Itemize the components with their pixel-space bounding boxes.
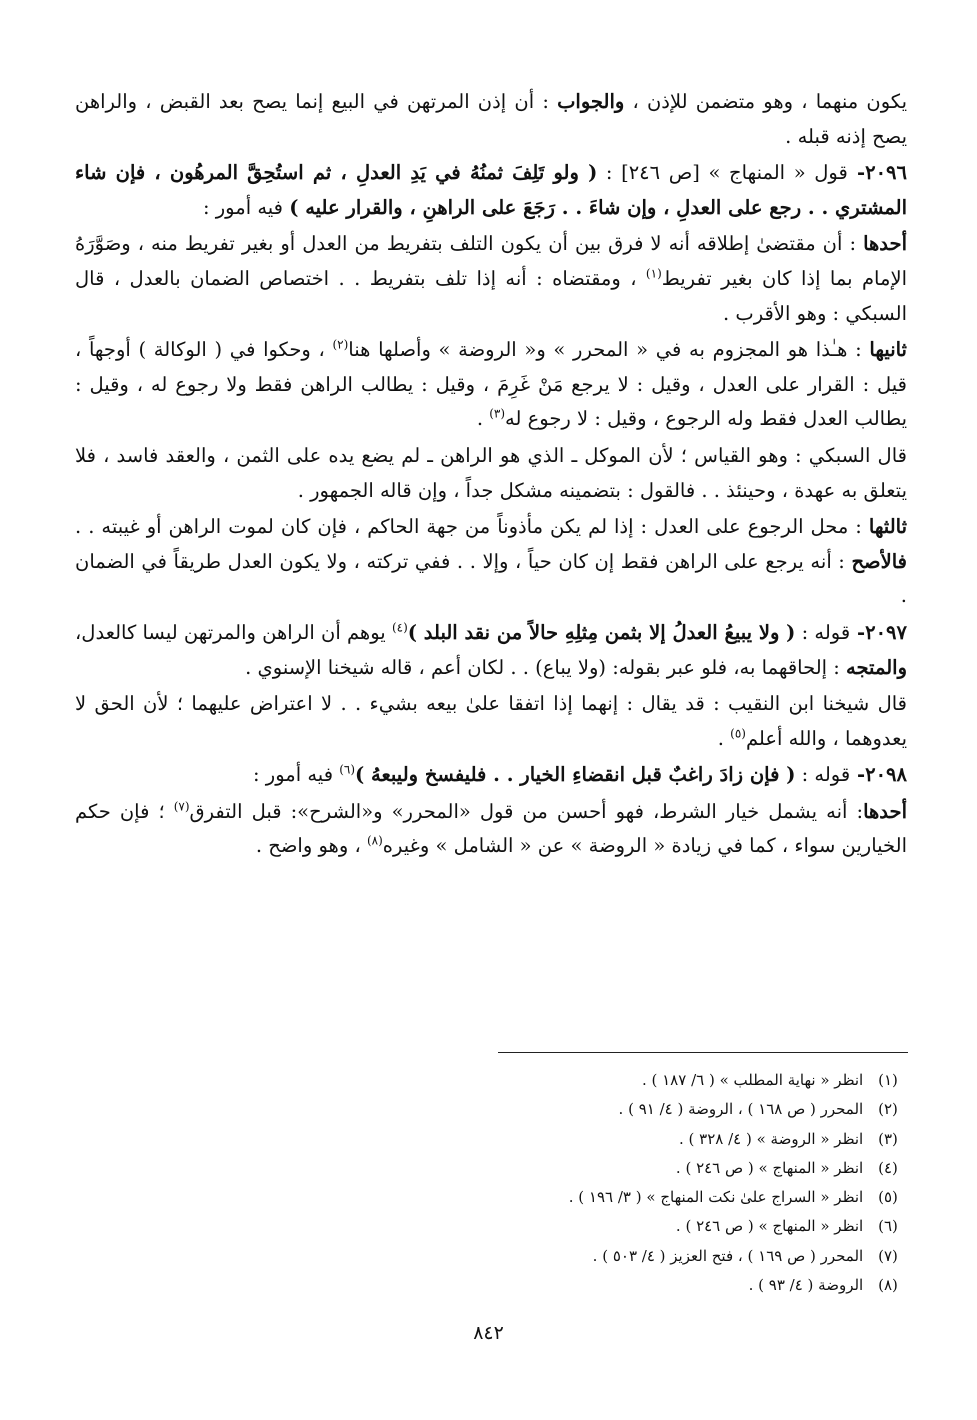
issue-number: ٢٠٩٧- xyxy=(850,620,907,644)
text-run: فيه أمور : xyxy=(203,195,290,219)
footnote-text: المحرر ( ص ١٦٩ ) ، فتح العزيز ( ٤/ ٥٠٣ ) . xyxy=(592,1246,864,1265)
footnote-ref: (٢) xyxy=(332,337,349,352)
text-run: ، وهو واضح . xyxy=(255,834,367,858)
footnote-number: (٧) xyxy=(878,1246,898,1265)
footnote-number: (١) xyxy=(878,1071,898,1089)
bold-term: أحدها xyxy=(863,232,907,256)
paragraph-2097-naqib xyxy=(75,687,907,756)
footnote-number: (٤) xyxy=(878,1158,898,1177)
footnote-ref: (٤) xyxy=(391,620,408,635)
issue-number: ٢٠٩٦- xyxy=(847,161,907,185)
footnote xyxy=(60,1125,908,1154)
footnote-number: (٥) xyxy=(878,1188,898,1207)
bold-term: ثالثها xyxy=(868,515,907,539)
text-run: قوله : xyxy=(795,620,851,644)
paragraph-2098 xyxy=(75,758,907,793)
footnote-number: (٦) xyxy=(878,1217,898,1236)
paragraph-2096-third xyxy=(75,510,907,614)
matn-quote: ( فإن زادَ راغبٌ قبل انقضاءِ الخيار . . فليفسخ وليبعهُ ) xyxy=(355,763,796,787)
footnote-ref: (١) xyxy=(645,266,662,281)
text-run: قال السبكي : وهو القياس ؛ لأن الموكل ـ الذي هو الراهن ـ لم يضع يده على الثمن ، والعقد فاسد ، فلا يتعلق به عهدة ، وحينئذ . . فالقول : بتضمينه مشكل جداً ، وإن قاله الجمهور . xyxy=(75,443,907,502)
text-run: : أن إذن المرتهن في البيع إنما يصح بعد القبض ، والراهن يصح إذنه قبله . xyxy=(75,90,907,148)
text-run: : أنه يرجع على الراهن فقط إن كان حياً ، وإلا . . ففي تركته ، ولا يكون العدل طريقاً في الضمان . xyxy=(75,549,907,608)
bold-term: فالأصح xyxy=(851,549,907,573)
text-run: يوهم أن الراهن والمرتهن ليسا كالعدل، xyxy=(75,620,392,644)
text-run: قول « المنهاج » [ص ٢٤٦] : xyxy=(597,161,848,185)
text-run: . xyxy=(717,726,731,750)
footnote-text: انظر « المنهاج » ( ص ٢٤٦ ) . xyxy=(675,1158,864,1177)
footnote-text: الروضة ( ٤/ ٩٣ ) . xyxy=(748,1276,864,1295)
paragraph-2098-first xyxy=(75,795,907,864)
footnote-number: (٨) xyxy=(878,1276,898,1295)
footnote-text: انظر « الروضة » ( ٤/ ٣٢٨ ) . xyxy=(678,1129,864,1148)
footnote-text: المحرر ( ص ١٦٨ ) ، الروضة ( ٤/ ٩١ ) . xyxy=(618,1100,864,1119)
text-run: يكون منهما ، وهو متضمن للإذن ، xyxy=(624,90,907,113)
text-run: ، ومقتضاه : أنه إذا تلف بتفريط . . اختصاص الضمان بالعدل ، قال السبكي : وهو الأقرب . xyxy=(75,266,907,325)
issue-number: ٢٠٩٨- xyxy=(850,763,907,787)
footnote-ref: (٧) xyxy=(173,799,190,814)
footnote-separator xyxy=(498,1052,908,1053)
footnote-ref: (٨) xyxy=(366,833,383,848)
footnote-text: انظر « المنهاج » ( ص ٢٤٦ ) . xyxy=(675,1217,864,1236)
footnote-text: انظر « نهاية المطلب » ( ٦/ ١٨٧ ) . xyxy=(641,1071,864,1089)
bold-term: والمتجه xyxy=(846,655,907,679)
footnote xyxy=(60,1242,908,1271)
paragraph-2096-subki xyxy=(75,439,907,508)
footnote-ref: (٦) xyxy=(339,762,356,777)
matn-quote: ( ولا يبيعُ العدلُ إلا بثمن مِثلِهِ حالاً من نقد البلد ) xyxy=(407,620,796,644)
footnote xyxy=(60,1066,908,1095)
text-run: : أن مقتضىٰ إطلاقه أنه لا فرق بين أن يكون التلف بتفريط من العدل أو بغير تفريط منه ، وصَوَّرَهُ الإمام بما إذا كان بغير تفريط xyxy=(75,232,907,290)
paragraph-2096-second xyxy=(75,333,907,437)
text-run: ، وحكوا في ( الوكالة ) أوجهاً ، قيل : القرار على العدل ، وقيل : لا يرجع مَنْ غَرِمَ ، وقيل : يطالب الراهن فقط ولا رجوع له ، وقيل : يطالب العدل فقط وله الرجوع ، وقيل : لا رجوع له xyxy=(75,338,907,431)
text-run: . xyxy=(476,407,490,431)
matn-quote: ( ولو تَلِفَ ثمنُهُ في يَدِ العدلِ ، ثم استُحِقَّ المرهُون ، فإن شاء المشتري . . رجع على العدلِ ، وإن شاءَ . . رَجَعَ على الراهنِ ، والقرار عليه ) xyxy=(75,161,907,219)
text-run: قال شيخنا ابن النقيب : قد يقال : إنهما إذا اتفقا علىٰ بيعه بشيء . . لا اعتراض عليهما ؛ لأن الحق لا يعدوهما ، والله أعلم xyxy=(75,692,907,750)
text-run: ؛ فإن حكم الخيارين سواء ، كما في زيادة « الروضة » عن « الشامل » وغيره xyxy=(75,799,907,858)
paragraph-2096 xyxy=(75,156,907,225)
footnote xyxy=(60,1154,908,1183)
text-run: : محل الرجوع على العدل : إذا لم يكن مأذوناً من جهة الحاكم ، فإن كان لموت الراهن أو غيبته . . xyxy=(75,515,869,539)
main-text xyxy=(75,85,907,866)
footnote xyxy=(60,1271,908,1300)
footnote-number: (٢) xyxy=(878,1100,898,1119)
bold-term: أحدها xyxy=(863,799,907,823)
paragraph-continuation xyxy=(75,85,907,154)
footnote-ref: (٥) xyxy=(730,726,746,741)
bold-term: ثانيها xyxy=(869,338,907,362)
page-number: ٨٤٢ xyxy=(473,1322,504,1344)
paragraph-2096-first xyxy=(75,227,907,331)
text-run: : هـٰذا هو المجزوم به في « المحرر » و« الروضة » وأصلها هنا xyxy=(348,338,870,362)
footnote-number: (٣) xyxy=(878,1129,898,1148)
text-run: : أنه يشمل خيار الشرط، فهو أحسن من قول «المحرر» و«الشرح»: قبل التفرق xyxy=(189,799,864,823)
footnote xyxy=(60,1183,908,1212)
text-run: : إلحاقهما به، فلو عبر بقوله: (ولا يباع) . . لكان أعم ، قاله شيخنا الإسنوي . xyxy=(245,655,847,679)
footnotes xyxy=(60,1066,908,1300)
footnote-text: انظر « السراج علىٰ نكت المنهاج » ( ٣/ ١٩٦ ) . xyxy=(568,1188,864,1207)
text-run: قوله : xyxy=(795,763,851,787)
paragraph-2097 xyxy=(75,616,907,685)
footnote xyxy=(60,1095,908,1124)
footnote xyxy=(60,1212,908,1241)
footnote-ref: (٣) xyxy=(489,406,506,421)
bold-term: والجواب xyxy=(557,90,625,113)
text-run: فيه أمور : xyxy=(253,763,340,787)
